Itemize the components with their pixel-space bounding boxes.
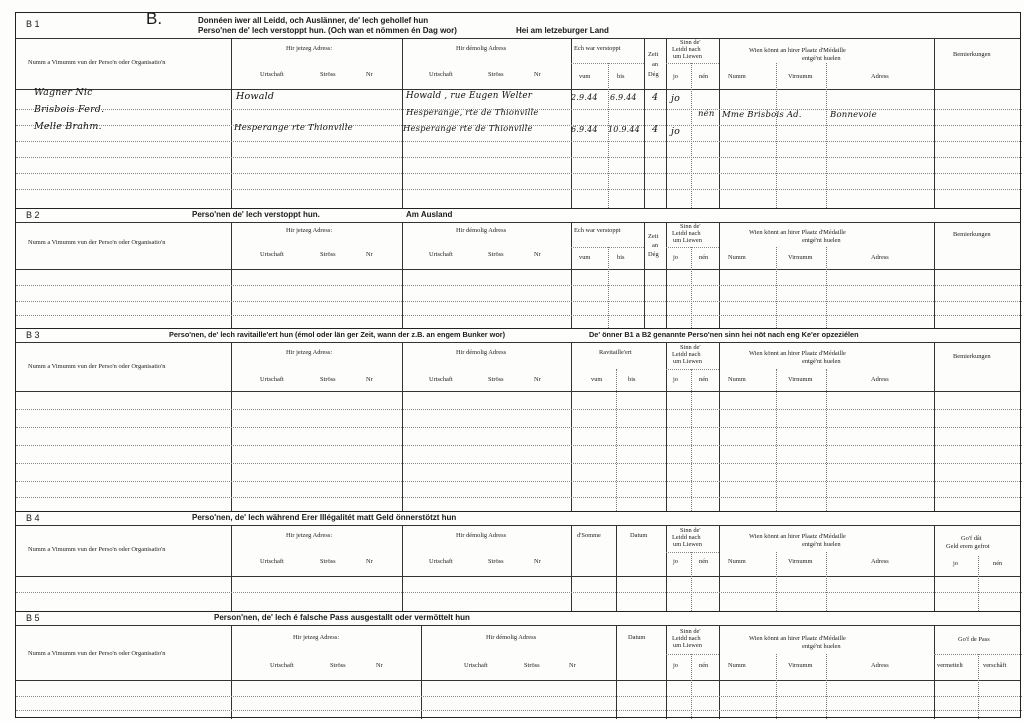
b3-adress: Adress [871, 376, 889, 383]
b3-col-dot [691, 369, 692, 511]
b3-row-dot [16, 463, 1022, 464]
entry-1-current: Howald [236, 91, 275, 102]
b1-row-dot [16, 141, 1022, 142]
b4-col-sep [719, 526, 720, 611]
section-b1 [16, 9, 1020, 209]
b2-remarks: Bemierkungen [953, 231, 991, 238]
entry-2-name: Brisbois Ferd. [34, 104, 105, 115]
b1-sinn3: um Liewen [673, 53, 702, 60]
b2-nr: Nr [366, 251, 373, 258]
b5-col-sep [616, 626, 617, 719]
b2-col-sep [934, 223, 935, 328]
b5-title: Person'nen, de' lech é falsche Pass ausgestallt oder vermöttelt hun [214, 613, 470, 622]
b4-medal1: Wien könnt an hirer Plaatz d'Médaille [749, 533, 846, 540]
b1-col-dot [608, 63, 609, 208]
b5-header-bottom [16, 680, 1020, 681]
b2-current-addr: Hir jetzeg Adress: [286, 227, 333, 234]
b4-adress: Adress [871, 558, 889, 565]
b4-urtschaft2: Urtschaft [429, 558, 453, 565]
b3-title: Perso'nen, de' lech ravitaille'ert hun (émol oder län ger Zeit, wann der z.B. an engem Bunker wor) [169, 330, 506, 339]
b5-header [16, 612, 1020, 626]
b2-hid: Ech war verstoppt [574, 227, 621, 234]
b3-medal1: Wien könnt an hirer Plaatz d'Médaille [749, 350, 846, 357]
b1-col-dot [691, 63, 692, 208]
b3-row-dot [16, 427, 1022, 428]
b1-medal2: entgé'nt huelen [802, 55, 841, 62]
entry-2-medal-name: Mme Brisbois Ad. [722, 110, 802, 120]
b1-header [16, 9, 1020, 39]
b4-nen2: nén [993, 560, 1003, 567]
b5-sinn1: Sinn de' [680, 628, 701, 635]
b1-stross: Ströss [320, 71, 336, 78]
b4-col-dot [776, 552, 777, 611]
b4-col-sep [402, 526, 403, 611]
entry-2-former: Hesperange, rte de Thionville [406, 107, 539, 117]
b4-header [16, 512, 1020, 526]
b5-pass: Go'f de Pass [958, 636, 990, 643]
b2-stross: Ströss [320, 251, 336, 258]
b3-row-dot [16, 481, 1022, 482]
b2-virnumm: Virnumm [788, 254, 813, 261]
b5-urtschaft2: Urtschaft [464, 662, 488, 669]
b4-col-dot [826, 552, 827, 611]
b2-bis: bis [617, 254, 625, 261]
b3-stross: Ströss [320, 376, 336, 383]
b1-zeit: Zeit [648, 51, 659, 58]
b1-medal1: Wien könnt an hirer Plaatz d'Médaille [749, 47, 846, 54]
b1-hid: Ech war verstoppt [574, 45, 621, 52]
b5-verschaft: verschâft [983, 662, 1007, 669]
b2-urtschaft2: Urtschaft [429, 251, 453, 258]
b3-id: B 3 [26, 330, 40, 340]
b1-urtschaft: Urtschaft [260, 71, 284, 78]
entry-3-former: Hesperange rte de Thionville [403, 123, 533, 133]
b1-current-addr: Hir jetzeg Adress: [286, 45, 333, 52]
b1-body-sep [571, 89, 572, 208]
b1-zeit2: an [652, 61, 659, 68]
b2-vum: vum [579, 254, 591, 261]
b5-stross: Ströss [330, 662, 346, 669]
b5-row-dot [16, 696, 1022, 697]
b3-urtschaft: Urtschaft [260, 376, 284, 383]
b3-sub-dot [666, 369, 719, 370]
b1-title-line1: Donnéen iwer all Leidd, och Auslänner, de' lech gehollef hun [198, 16, 429, 25]
b1-remarks: Bemierkungen [953, 51, 991, 58]
b2-col-sep [719, 223, 720, 328]
b5-row-dot [16, 710, 1022, 711]
b1-header-bottom [16, 89, 1020, 90]
entry-1-jo: jo [671, 93, 681, 104]
b3-col-dot [616, 369, 617, 511]
b2-zeit2: an [652, 242, 659, 249]
b2-zeit3: Dég [648, 251, 659, 258]
section-b5 [16, 612, 1020, 719]
b5-sub-dot [666, 654, 719, 655]
b3-sinn2: Leidd nach [672, 351, 701, 358]
b3-title2: De' önner B1 a B2 genannte Perso'nen sinn hei nöt nach eng Ke'er opzeziélen [589, 330, 859, 339]
b3-header-bottom [16, 391, 1020, 392]
b5-col-sep [719, 626, 720, 719]
b5-medal1: Wien könnt an hirer Plaatz d'Médaille [749, 635, 846, 642]
b2-nen: nén [699, 254, 709, 261]
b3-virnumm: Virnumm [788, 376, 813, 383]
b1-name-header: Numm a Vimumm vun der Perso'n oder Organisatio'n [28, 59, 166, 66]
b1-id: B 1 [26, 19, 40, 29]
b5-medal2: entgé'nt huelen [802, 643, 841, 650]
b5-numm: Numm [728, 662, 746, 669]
b5-sub-dot [934, 654, 1022, 655]
b1-col-dot [776, 63, 777, 208]
section-b2 [16, 209, 1020, 329]
b1-adress: Adress [871, 73, 889, 80]
entry-3-jo: jo [671, 126, 681, 137]
b4-col-sep [571, 526, 572, 611]
b2-col-sep [644, 223, 645, 328]
b2-row-dot [16, 285, 1022, 286]
b5-col-sep [666, 626, 667, 719]
b1-title-line2b: Hei am letzeburger Land [516, 26, 609, 35]
b2-sinn3: um Liewen [673, 237, 702, 244]
b5-virnumm: Virnumm [788, 662, 813, 669]
b2-stross2: Ströss [488, 251, 504, 258]
b3-sinn3: um Liewen [673, 358, 702, 365]
b5-stross2: Ströss [524, 662, 540, 669]
b5-sinn2: Leidd nach [672, 635, 701, 642]
b4-former-addr: Hir démolig Adress [456, 532, 507, 539]
b5-sinn3: um Liewen [673, 642, 702, 649]
b4-col-sep [616, 526, 617, 611]
b3-row-dot [16, 445, 1022, 446]
b2-sub-dot [571, 247, 644, 248]
b2-medal2: entgé'nt huelen [802, 237, 841, 244]
b2-former-addr: Hir démolig Adress [456, 227, 507, 234]
b1-title-line2: Perso'nen de' lech verstoppt hun. (Och wan et nömmen én Dag wor) [198, 26, 457, 35]
entry-3-name: Melle Brahm. [34, 121, 102, 132]
b1-nen: nén [699, 73, 709, 80]
b3-nen: nén [699, 376, 709, 383]
b5-current-addr: Hir jetzeg Adress: [293, 634, 340, 641]
b3-col-dot [776, 369, 777, 511]
b1-sinn2: Leidd nach [672, 46, 701, 53]
b4-nen: nén [699, 558, 709, 565]
b4-urtschaft: Urtschaft [260, 558, 284, 565]
b3-nr2: Nr [534, 376, 541, 383]
b3-numm: Numm [728, 376, 746, 383]
entry-3-days: 4 [652, 124, 659, 135]
b2-adress: Adress [871, 254, 889, 261]
b4-medal2: entgé'nt huelen [802, 541, 841, 548]
b2-numm: Numm [728, 254, 746, 261]
b4-jo: jo [673, 558, 678, 565]
b2-title: Perso'nen de' lech verstoppt hun. [192, 210, 320, 219]
b3-row-dot [16, 409, 1022, 410]
b3-vum: vum [591, 376, 603, 383]
b4-row-dot [16, 592, 1022, 593]
b4-stross: Ströss [320, 558, 336, 565]
b5-col-sep [934, 626, 935, 719]
b1-former-addr: Hir démolig Adress [456, 45, 507, 52]
b2-name-header: Numm a Vimumm vun der Perso'n oder Organisatio'n [28, 239, 166, 246]
b1-zeit3: Dég [648, 71, 659, 78]
b1-numm: Numm [728, 73, 746, 80]
b2-title2: Am Ausland [406, 210, 453, 219]
b4-sub-dot [666, 552, 719, 553]
form-sheet [15, 9, 1021, 718]
b4-virnumm: Virnumm [788, 558, 813, 565]
b2-sinn1: Sinn de' [680, 223, 701, 230]
b5-jo: jo [673, 662, 678, 669]
entry-3-vum: 6.9.44 [571, 125, 598, 134]
b3-bis: bis [628, 376, 636, 383]
b4-nr2: Nr [534, 558, 541, 565]
b4-sinn1: Sinn de' [680, 527, 701, 534]
b1-sinn1: Sinn de' [680, 39, 701, 46]
b5-nr: Nr [376, 662, 383, 669]
b4-gof1: Go'f dât [961, 535, 982, 542]
b3-jo: jo [673, 376, 678, 383]
b4-sinn3: um Liewen [673, 541, 702, 548]
b1-body-sep [666, 89, 667, 208]
b5-col-sep [421, 626, 422, 719]
b2-col-sep [571, 223, 572, 328]
b2-row-dot [16, 315, 1022, 316]
b5-urtschaft: Urtschaft [270, 662, 294, 669]
b2-header [16, 209, 1020, 223]
b4-stross2: Ströss [488, 558, 504, 565]
b2-nr2: Nr [534, 251, 541, 258]
b4-title: Perso'nen, de' lech während Erer Illégalitét matt Geld önnerstötzt hun [192, 513, 457, 522]
b4-gof2: Geld erem gefrot [946, 543, 990, 550]
b1-bis: bis [617, 73, 625, 80]
b2-row-dot [16, 301, 1022, 302]
b2-jo: jo [673, 254, 678, 261]
entry-1-vum: 2.9.44 [571, 93, 598, 102]
b2-id: B 2 [26, 210, 40, 220]
b1-vum: vum [579, 73, 591, 80]
b1-sub-dot [571, 63, 644, 64]
b4-nr: Nr [366, 558, 373, 565]
b1-body-sep [231, 89, 232, 208]
b5-nen: nén [699, 662, 709, 669]
entry-2-nen: nén [698, 109, 715, 119]
b1-virnumm: Virnumm [788, 73, 813, 80]
b4-name-header: Numm a Vimumm vun der Perso'n oder Organisatio'n [28, 546, 166, 553]
b3-name-header: Numm a Vimumm vun der Perso'n oder Organisatio'n [28, 363, 166, 370]
b2-col-sep [402, 223, 403, 328]
b3-former-addr: Hir démolig Adress [456, 349, 507, 356]
b1-nr2: Nr [534, 71, 541, 78]
b4-col-sep [666, 526, 667, 611]
b1-jo: jo [673, 73, 678, 80]
b2-col-sep [231, 223, 232, 328]
b5-col-sep [231, 626, 232, 719]
b3-remarks: Bemierkungen [953, 353, 991, 360]
b4-somme: d'Somme [577, 532, 601, 539]
b3-stross2: Ströss [488, 376, 504, 383]
b3-nr: Nr [366, 376, 373, 383]
b5-name-header: Numm a Vimumm vun der Perso'n oder Organisatio'n [28, 650, 166, 657]
form-letter: B. [146, 9, 163, 28]
b2-sinn2: Leidd nach [672, 230, 701, 237]
entry-3-bis: 10.9.44 [608, 125, 640, 134]
b5-id: B 5 [26, 613, 40, 623]
b1-body-sep [402, 89, 403, 208]
b1-nr: Nr [366, 71, 373, 78]
b1-row-dot [16, 173, 1022, 174]
b1-stross2: Ströss [488, 71, 504, 78]
b1-row-dot [16, 189, 1022, 190]
b4-datum: Datum [630, 532, 648, 539]
entry-1-former: Howald , rue Eugen Welter [406, 91, 533, 101]
b5-vermettelt: vermettelt [937, 662, 963, 669]
b1-col-dot [826, 63, 827, 208]
entry-2-medal-addr: Bonnevoie [830, 110, 877, 120]
b4-sinn2: Leidd nach [672, 534, 701, 541]
b1-urtschaft2: Urtschaft [429, 71, 453, 78]
b1-sub-dot [666, 63, 719, 64]
b5-datum: Datum [628, 634, 646, 641]
b5-nr2: Nr [569, 662, 576, 669]
b1-row-dot [16, 157, 1022, 158]
b4-col-dot [978, 556, 979, 611]
b3-medal2: entgé'nt huelen [802, 358, 841, 365]
b3-current-addr: Hir jetzeg Adress: [286, 349, 333, 356]
b3-col-dot [826, 369, 827, 511]
b4-col-dot [691, 552, 692, 611]
b1-body-sep [934, 89, 935, 208]
b4-numm: Numm [728, 558, 746, 565]
b5-adress: Adress [871, 662, 889, 669]
b4-col-sep [934, 526, 935, 611]
b5-former-addr: Hir démolig Adress [486, 634, 537, 641]
b4-col-sep [231, 526, 232, 611]
b2-header-bottom [16, 269, 1020, 270]
entry-1-bis: 6.9.44 [610, 93, 637, 102]
section-b3 [16, 329, 1020, 512]
b2-medal1: Wien könnt an hirer Plaatz d'Médaille [749, 229, 846, 236]
entry-1-days: 4 [652, 92, 659, 103]
b4-current-addr: Hir jetzeg Adress: [286, 532, 333, 539]
section-b4 [16, 512, 1020, 612]
b2-sub-dot [666, 247, 719, 248]
b2-zeit: Zeit [648, 233, 659, 240]
entry-3-current: Hesperange rte Thionville [234, 123, 353, 133]
b3-header [16, 329, 1020, 343]
b1-body-sep [719, 89, 720, 208]
b2-urtschaft: Urtschaft [260, 251, 284, 258]
b3-sinn1: Sinn de' [680, 344, 701, 351]
b1-body-sep [644, 89, 645, 208]
b2-col-sep [666, 223, 667, 328]
b4-jo2: jo [953, 560, 958, 567]
b3-ravit: Ravitaille'ert [599, 349, 632, 356]
b3-row-dot [16, 497, 1022, 498]
b4-header-bottom [16, 576, 1020, 577]
b4-id: B 4 [26, 513, 40, 523]
entry-1-name: Wagner Nic [34, 87, 93, 98]
b3-urtschaft2: Urtschaft [429, 376, 453, 383]
